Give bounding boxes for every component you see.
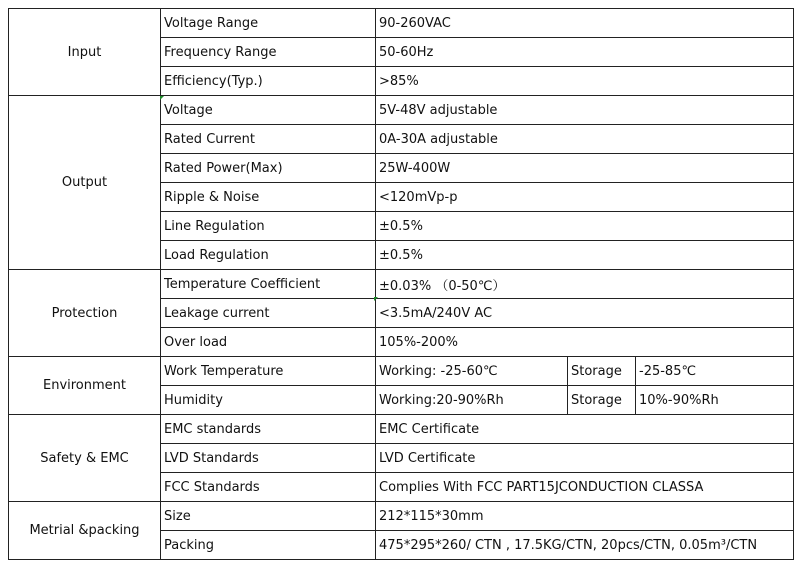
cell-marker — [160, 96, 164, 100]
spec-value: ±0.5% — [376, 241, 794, 270]
spec-label: Voltage Range — [161, 9, 376, 38]
spec-label: Over load — [161, 328, 376, 357]
spec-row-temperature-coefficient — [9, 270, 794, 299]
spec-value: LVD Certificate — [376, 444, 794, 473]
spec-row-emc-standards — [9, 415, 794, 444]
spec-label: EMC standards — [161, 415, 376, 444]
spec-value: Complies With FCC PART15JCONDUCTION CLASSA — [376, 473, 794, 502]
spec-value: Working: -25-60℃ — [376, 357, 568, 386]
spec-value: 5V-48V adjustable — [376, 96, 794, 125]
spec-label: Work Temperature — [161, 357, 376, 386]
spec-value: 0A-30A adjustable — [376, 125, 794, 154]
spec-label: Line Regulation — [161, 212, 376, 241]
spec-label: Load Regulation — [161, 241, 376, 270]
spec-label: Packing — [161, 531, 376, 560]
spec-value: 50-60Hz — [376, 38, 794, 67]
storage-value: 10%-90%Rh — [636, 386, 794, 415]
storage-label: Storage — [568, 357, 636, 386]
section-label-environment: Environment — [9, 357, 161, 415]
spec-label: Ripple & Noise — [161, 183, 376, 212]
spec-value: <3.5mA/240V AC — [376, 299, 794, 328]
spec-row-work-temperature — [9, 357, 794, 386]
storage-value: -25-85℃ — [636, 357, 794, 386]
spec-value: EMC Certificate — [376, 415, 794, 444]
section-label-safety-emc: Safety & EMC — [9, 415, 161, 502]
spec-label: Temperature Coefficient — [161, 270, 376, 299]
spec-label: LVD Standards — [161, 444, 376, 473]
spec-label: Rated Current — [161, 125, 376, 154]
spec-label: FCC Standards — [161, 473, 376, 502]
spec-value: ±0.5% — [376, 212, 794, 241]
spec-label: Frequency Range — [161, 38, 376, 67]
spec-label: Leakage current — [161, 299, 376, 328]
spec-table — [8, 8, 794, 560]
spec-label: Size — [161, 502, 376, 531]
spec-value: 25W-400W — [376, 154, 794, 183]
cell-marker — [374, 297, 378, 301]
spec-value: 90-260VAC — [376, 9, 794, 38]
section-label-protection: Protection — [9, 270, 161, 357]
storage-label: Storage — [568, 386, 636, 415]
spec-value: 212*115*30mm — [376, 502, 794, 531]
spec-row-voltage — [9, 96, 794, 125]
spec-table-body — [9, 9, 794, 560]
spec-row-voltage-range — [9, 9, 794, 38]
section-label-metrial-packing: Metrial &packing — [9, 502, 161, 560]
spec-label: Rated Power(Max) — [161, 154, 376, 183]
spec-value: ±0.03% （0-50℃） — [376, 270, 794, 299]
section-label-input: Input — [9, 9, 161, 96]
spec-row-size — [9, 502, 794, 531]
spec-label: Efficiency(Typ.) — [161, 67, 376, 96]
spec-value: Working:20-90%Rh — [376, 386, 568, 415]
spec-label: Humidity — [161, 386, 376, 415]
spec-value: 475*295*260/ CTN , 17.5KG/CTN, 20pcs/CTN, 0.05m³/CTN — [376, 531, 794, 560]
spec-value: 105%-200% — [376, 328, 794, 357]
spec-value: <120mVp-p — [376, 183, 794, 212]
spec-label: Voltage — [161, 96, 376, 125]
spec-value: >85% — [376, 67, 794, 96]
section-label-output: Output — [9, 96, 161, 270]
